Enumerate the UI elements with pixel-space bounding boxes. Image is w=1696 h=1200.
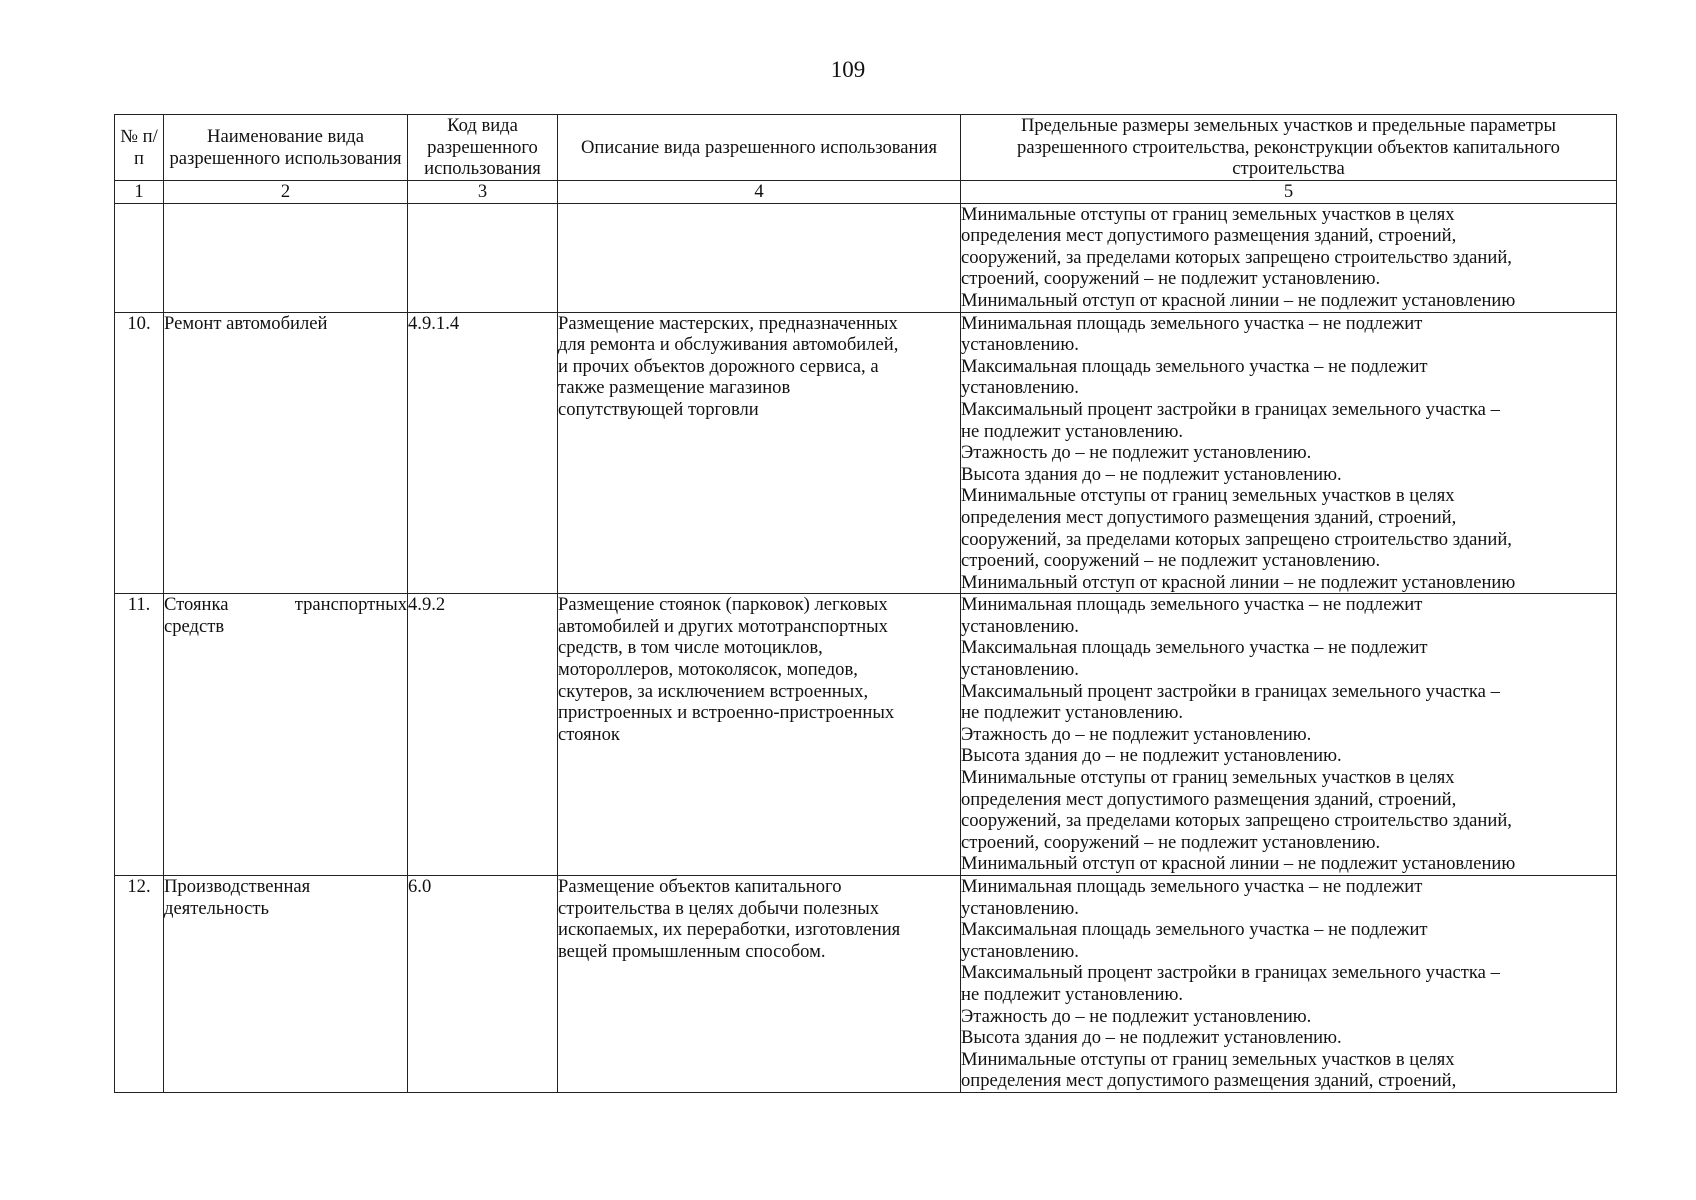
parameter-line: установлению. <box>961 897 1079 919</box>
parameter-line: сооружений, за пределами которых запрещено строительство зданий, <box>961 246 1512 268</box>
use-description <box>558 312 961 594</box>
parameter-line: сооружений, за пределами которых запрещено строительство зданий, <box>961 528 1512 550</box>
use-code <box>408 203 558 312</box>
parameter-line: Максимальный процент застройки в границах земельного участка – <box>961 398 1500 420</box>
land-use-table <box>114 114 1617 1093</box>
use-name: Стоянка транспортных средств <box>164 594 408 876</box>
table-row <box>115 203 1617 312</box>
parameter-line: строений, сооружений – не подлежит установлению. <box>961 268 1381 290</box>
parameter-line: установлению. <box>961 659 1079 681</box>
parameter-line: определения мест допустимого размещения зданий, строений, <box>961 788 1457 810</box>
use-description <box>558 594 961 876</box>
parameter-line: Высота здания до – не подлежит установлению. <box>961 463 1342 485</box>
parameter-line: определения мест допустимого размещения зданий, строений, <box>961 1070 1457 1092</box>
parameter-line: не подлежит установлению. <box>961 983 1184 1005</box>
use-description <box>558 203 961 312</box>
header-use-description: Описание вида разрешенного использования <box>558 115 961 181</box>
parameter-line: Высота здания до – не подлежит установлению. <box>961 745 1342 767</box>
column-number: 5 <box>961 181 1617 204</box>
description-line: автомобилей и других мототранспортных <box>558 615 888 637</box>
column-number: 4 <box>558 181 961 204</box>
description-line: и прочих объектов дорожного сервиса, а <box>558 355 879 377</box>
use-name: Производственная деятельность <box>164 876 408 1093</box>
use-parameters <box>961 594 1617 876</box>
parameter-line: Этажность до – не подлежит установлению. <box>961 723 1312 745</box>
page-number: 109 <box>830 57 866 82</box>
parameter-line: определения мест допустимого размещения зданий, строений, <box>961 506 1457 528</box>
description-line: скутеров, за исключением встроенных, <box>558 680 869 702</box>
row-number: 10. <box>115 312 164 594</box>
table-row <box>115 594 1617 876</box>
description-line: мотороллеров, мотоколясок, мопедов, <box>558 659 858 681</box>
description-line: пристроенных и встроенно-пристроенных <box>558 702 895 724</box>
header-use-name: Наименование вида разрешенного использования <box>164 115 408 181</box>
parameter-line: Этажность до – не подлежит установлению. <box>961 1005 1312 1027</box>
row-number: 12. <box>115 876 164 1093</box>
header-parameters: Предельные размеры земельных участков и предельные параметры разрешенного строительства, реконструкции объектов капитального строительства <box>961 115 1617 181</box>
parameter-line: Максимальный процент застройки в границах земельного участка – <box>961 680 1500 702</box>
header-no: № п/п <box>115 115 164 181</box>
parameter-line: Минимальный отступ от красной линии – не подлежит установлению <box>961 571 1516 593</box>
parameter-line: установлению. <box>961 940 1079 962</box>
parameter-line: Максимальная площадь земельного участка – не подлежит <box>961 355 1428 377</box>
header-row <box>115 115 1617 181</box>
parameter-line: Максимальная площадь земельного участка – не подлежит <box>961 919 1428 941</box>
use-code: 6.0 <box>408 876 558 1093</box>
description-line: Размещение мастерских, предназначенных <box>558 312 898 334</box>
column-number: 2 <box>164 181 408 204</box>
parameter-line: Максимальная площадь земельного участка – не подлежит <box>961 637 1428 659</box>
parameter-line: Высота здания до – не подлежит установлению. <box>961 1027 1342 1049</box>
use-parameters <box>961 203 1617 312</box>
parameter-line: Минимальные отступы от границ земельных участков в целях <box>961 203 1455 225</box>
description-line: средств, в том числе мотоциклов, <box>558 637 823 659</box>
row-number: 11. <box>115 594 164 876</box>
description-line: вещей промышленным способом. <box>558 940 826 962</box>
column-number: 1 <box>115 181 164 204</box>
description-line: ископаемых, их переработки, изготовления <box>558 919 901 941</box>
use-description <box>558 876 961 1093</box>
parameter-line: Минимальная площадь земельного участка – не подлежит <box>961 876 1423 897</box>
parameter-line: Минимальная площадь земельного участка – не подлежит <box>961 312 1423 334</box>
table-row <box>115 876 1617 1093</box>
use-name <box>164 203 408 312</box>
parameter-line: не подлежит установлению. <box>961 420 1184 442</box>
description-line: для ремонта и обслуживания автомобилей, <box>558 334 899 356</box>
parameter-line: установлению. <box>961 377 1079 399</box>
description-line: Размещение стоянок (парковок) легковых <box>558 594 888 616</box>
parameter-line: Максимальный процент застройки в границах земельного участка – <box>961 962 1500 984</box>
parameter-line: Минимальные отступы от границ земельных участков в целях <box>961 485 1455 507</box>
description-line: строительства в целях добычи полезных <box>558 897 880 919</box>
use-parameters <box>961 876 1617 1093</box>
parameter-line: Минимальный отступ от красной линии – не подлежит установлению <box>961 853 1516 875</box>
parameter-line: определения мест допустимого размещения зданий, строений, <box>961 225 1457 247</box>
column-number: 3 <box>408 181 558 204</box>
use-name: Ремонт автомобилей <box>164 312 408 594</box>
column-number-row <box>115 181 1617 204</box>
row-number <box>115 203 164 312</box>
use-code: 4.9.2 <box>408 594 558 876</box>
table-row <box>115 312 1617 594</box>
description-line: сопутствующей торговли <box>558 398 759 420</box>
use-parameters <box>961 312 1617 594</box>
parameter-line: строений, сооружений – не подлежит установлению. <box>961 550 1381 572</box>
description-line: стоянок <box>558 723 620 745</box>
parameter-line: Минимальная площадь земельного участка – не подлежит <box>961 594 1423 616</box>
parameter-line: Этажность до – не подлежит установлению. <box>961 442 1312 464</box>
parameter-line: установлению. <box>961 615 1079 637</box>
description-line: Размещение объектов капитального <box>558 876 842 897</box>
parameter-line: Минимальный отступ от красной линии – не подлежит установлению <box>961 289 1516 311</box>
parameter-line: сооружений, за пределами которых запрещено строительство зданий, <box>961 810 1512 832</box>
header-use-code: Код вида разрешенного использования <box>408 115 558 181</box>
description-line: также размещение магазинов <box>558 377 791 399</box>
parameter-line: Минимальные отступы от границ земельных участков в целях <box>961 1048 1455 1070</box>
parameter-line: не подлежит установлению. <box>961 702 1184 724</box>
parameter-line: строений, сооружений – не подлежит установлению. <box>961 831 1381 853</box>
parameter-line: Минимальные отступы от границ земельных участков в целях <box>961 767 1455 789</box>
parameter-line: установлению. <box>961 334 1079 356</box>
use-code: 4.9.1.4 <box>408 312 558 594</box>
